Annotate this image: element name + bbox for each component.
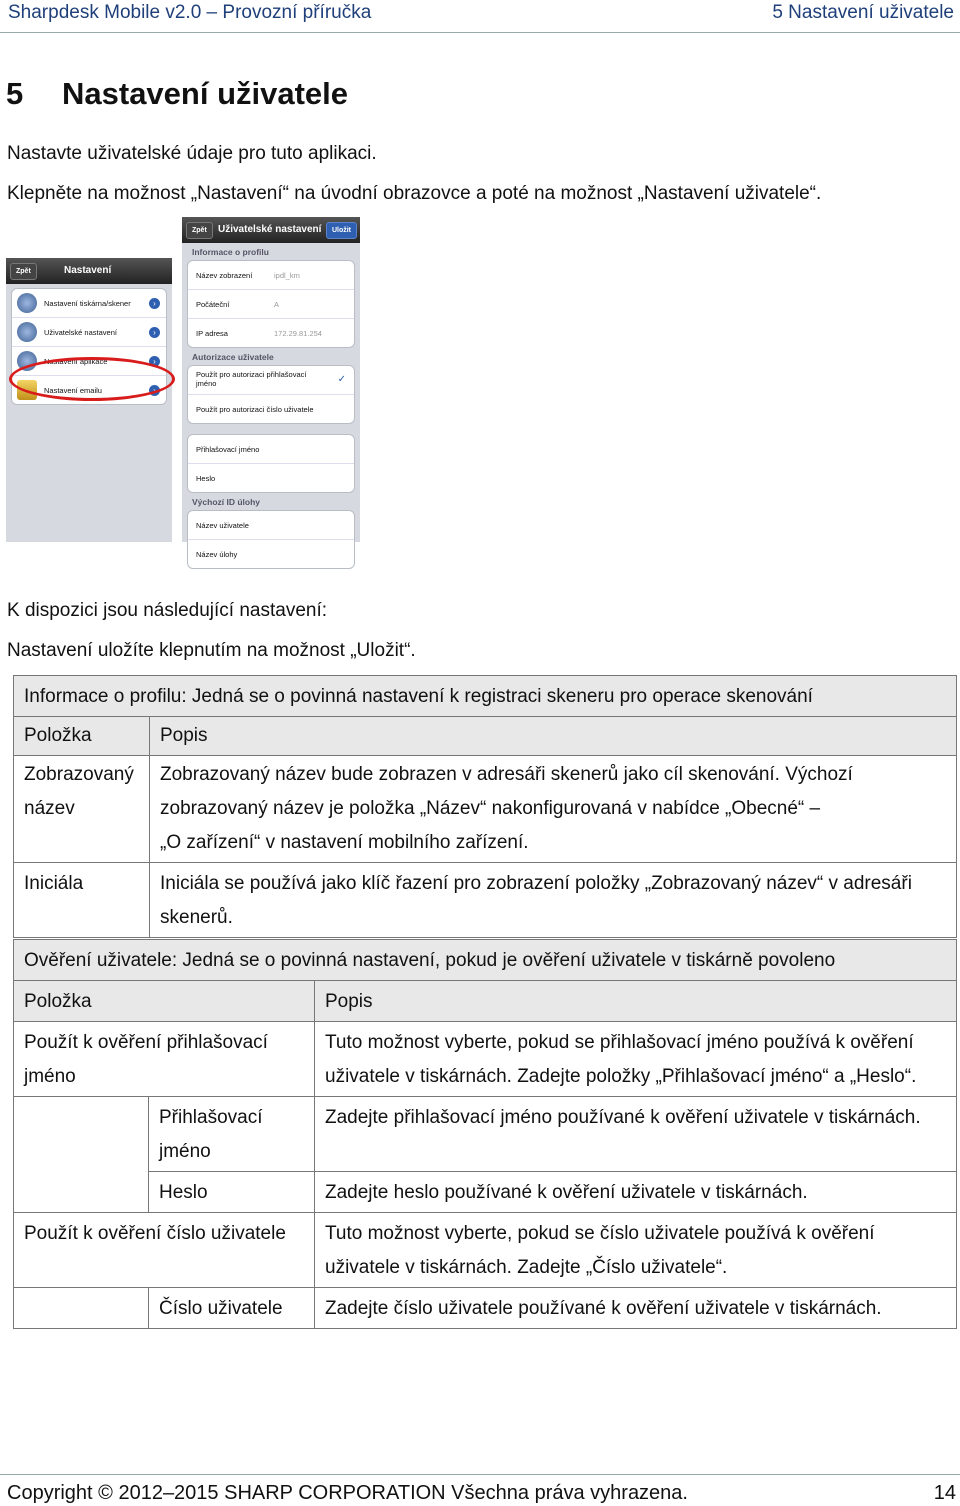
row-label: Název zobrazení [196, 271, 253, 280]
group-jobid [187, 510, 355, 569]
back-button[interactable]: Zpět [186, 222, 213, 239]
login-name-row[interactable] [188, 435, 354, 464]
chevron-right-icon: › [149, 298, 160, 309]
chapter-number: 5 [6, 76, 24, 111]
item-label: Nastavení tiskárna/skener [44, 299, 131, 308]
table1-col-desc: Popis [150, 717, 957, 756]
table1-caption: Informace o profilu: Jedná se o povinná nastavení k registraci skeneru pro operace skenování [14, 676, 957, 717]
row-item: Heslo [149, 1172, 315, 1213]
chevron-right-icon: › [149, 327, 160, 338]
row-value: A [274, 300, 280, 309]
group-profile [187, 260, 355, 348]
save-note: Nastavení uložíte klepnutím na možnost „Uložit“. [7, 640, 416, 661]
row-item: Použít k ověření číslo uživatele [14, 1213, 315, 1288]
profile-info-table [13, 675, 957, 938]
job-name-row[interactable] [188, 540, 354, 568]
auth-login-row[interactable] [188, 366, 354, 395]
settings-screenshot [6, 258, 172, 542]
table-row [14, 1022, 957, 1097]
row-label: Použít pro autorizaci přihlašovací jméno [196, 370, 307, 388]
desc-line: Tuto možnost vyberte, pokud se číslo uživatele používá k ověření [325, 1223, 875, 1244]
desc-line: Tuto možnost vyberte, pokud se přihlašovací jméno používá k ověření [325, 1032, 914, 1053]
table2-caption: Ověření uživatele: Jedná se o povinná nastavení, pokud je ověření uživatele v tiskárně povoleno [14, 940, 957, 981]
user-gear-icon [17, 322, 37, 342]
user-settings-screenshot [182, 217, 360, 559]
row-label: Heslo [196, 474, 216, 483]
settings-item-printer[interactable] [12, 289, 166, 318]
row-item [149, 1097, 315, 1172]
desc-line: uživatele v tiskárnách. Zadejte „Číslo uživatele“. [325, 1257, 728, 1278]
table-row [14, 1213, 957, 1288]
row-desc: Zadejte přihlašovací jméno používané k ověření uživatele v tiskárnách. [315, 1097, 957, 1172]
desc-line: Iniciála se používá jako klíč řazení pro zobrazení položky „Zobrazovaný název“ v adresáři [160, 873, 912, 894]
row-item: Číslo uživatele [149, 1288, 315, 1329]
item-line: Použít k ověření přihlašovací [24, 1032, 268, 1053]
page-number: 14 [933, 1482, 956, 1504]
available-settings: K dispozici jsou následující nastavení: [7, 600, 328, 621]
row-item [14, 756, 150, 863]
row-desc [150, 756, 957, 863]
password-row[interactable] [188, 464, 354, 492]
header-doc-title: Sharpdesk Mobile v2.0 – Provozní příručka [8, 2, 372, 23]
group-auth [187, 365, 355, 424]
row-value: ipdl_km [274, 271, 300, 280]
back-button[interactable]: Zpět [10, 263, 37, 280]
highlight-circle [9, 357, 175, 401]
row-desc: Zadejte heslo používané k ověření uživatele v tiskárnách. [315, 1172, 957, 1213]
item-line: jméno [159, 1141, 211, 1162]
row-item [14, 863, 150, 938]
item-label: Nastavení aplikace [44, 357, 108, 366]
row-label: Název úlohy [196, 550, 238, 559]
navbar-title: Nastavení [64, 265, 112, 276]
user-auth-table [13, 939, 957, 1329]
initial-row[interactable] [188, 290, 354, 319]
indent-cell [14, 1097, 149, 1213]
indent-cell [14, 1288, 149, 1329]
auth-number-row[interactable] [188, 395, 354, 423]
group-auth-header: Autorizace uživatele [192, 352, 274, 362]
table2-col-item: Položka [14, 981, 315, 1022]
gear-icon [17, 293, 37, 313]
ip-address-row[interactable] [188, 319, 354, 347]
chevron-right-icon: › [149, 356, 160, 367]
group-credentials [187, 434, 355, 493]
chapter-heading [6, 76, 348, 112]
intro-line-1: Nastavte uživatelské údaje pro tuto aplikaci. [7, 143, 377, 164]
desc-line: „O zařízení“ v nastavení mobilního zařízení. [160, 832, 529, 853]
save-button[interactable]: Uložit [326, 222, 357, 239]
item-line: Přihlašovací [159, 1107, 263, 1128]
desc-line: Zobrazovaný název bude zobrazen v adresáři skenerů jako cíl skenování. Výchozí [160, 764, 853, 785]
chevron-right-icon: › [149, 385, 160, 396]
user-settings-navbar [182, 217, 360, 243]
row-label: Použít pro autorizaci číslo uživatele [196, 405, 314, 414]
item-line: Zobrazovaný [24, 764, 134, 785]
row-desc [315, 1022, 957, 1097]
row-label: Počáteční [196, 300, 230, 309]
checkmark-icon: ✓ [337, 374, 346, 385]
item-line: název [24, 798, 75, 819]
row-desc [150, 863, 957, 938]
table-row [14, 1097, 957, 1172]
footer-rule [0, 1474, 960, 1475]
item-line: jméno [24, 1066, 76, 1087]
row-label: Přihlašovací jméno [196, 445, 260, 454]
table1-col-item: Položka [14, 717, 150, 756]
row-item [14, 1022, 315, 1097]
group-profile-header: Informace o profilu [192, 247, 269, 257]
table-row [14, 1288, 957, 1329]
settings-item-user[interactable] [12, 318, 166, 347]
user-name-row[interactable] [188, 511, 354, 540]
desc-line: uživatele v tiskárnách. Zadejte položky „Přihlašovací jméno“ a „Heslo“. [325, 1066, 917, 1087]
item-label: Uživatelské nastavení [44, 328, 117, 337]
table2-col-desc: Popis [315, 981, 957, 1022]
desc-line: skenerů. [160, 907, 233, 928]
row-label: Název uživatele [196, 521, 249, 530]
footer-copyright: Copyright © 2012–2015 SHARP CORPORATION Všechna práva vyhrazena. [7, 1482, 688, 1504]
row-desc: Zadejte číslo uživatele používané k ověření uživatele v tiskárnách. [315, 1288, 957, 1329]
group-jobid-header: Výchozí ID úlohy [192, 497, 261, 507]
item-line: Iniciála [24, 873, 84, 894]
desc-line: zobrazovaný název je položka „Název“ nakonfigurovaná v nabídce „Obecné“ – [160, 798, 821, 819]
item-label: Nastavení emailu [44, 386, 102, 395]
settings-navbar [6, 258, 172, 284]
navbar-title: Uživatelské nastavení [218, 224, 322, 235]
row-value: 172.29.81.254 [274, 329, 322, 338]
chapter-title: Nastavení uživatele [62, 76, 349, 111]
row-label: IP adresa [196, 329, 228, 338]
table-row [14, 863, 957, 938]
row-desc [315, 1213, 957, 1288]
header-rule [0, 32, 960, 33]
table-row [14, 1172, 957, 1213]
table-row [14, 756, 957, 863]
intro-line-2: Klepněte na možnost „Nastavení“ na úvodní obrazovce a poté na možnost „Nastavení uživatele“. [7, 183, 822, 204]
header-section-title: 5 Nastavení uživatele [772, 2, 954, 23]
display-name-row[interactable] [188, 261, 354, 290]
